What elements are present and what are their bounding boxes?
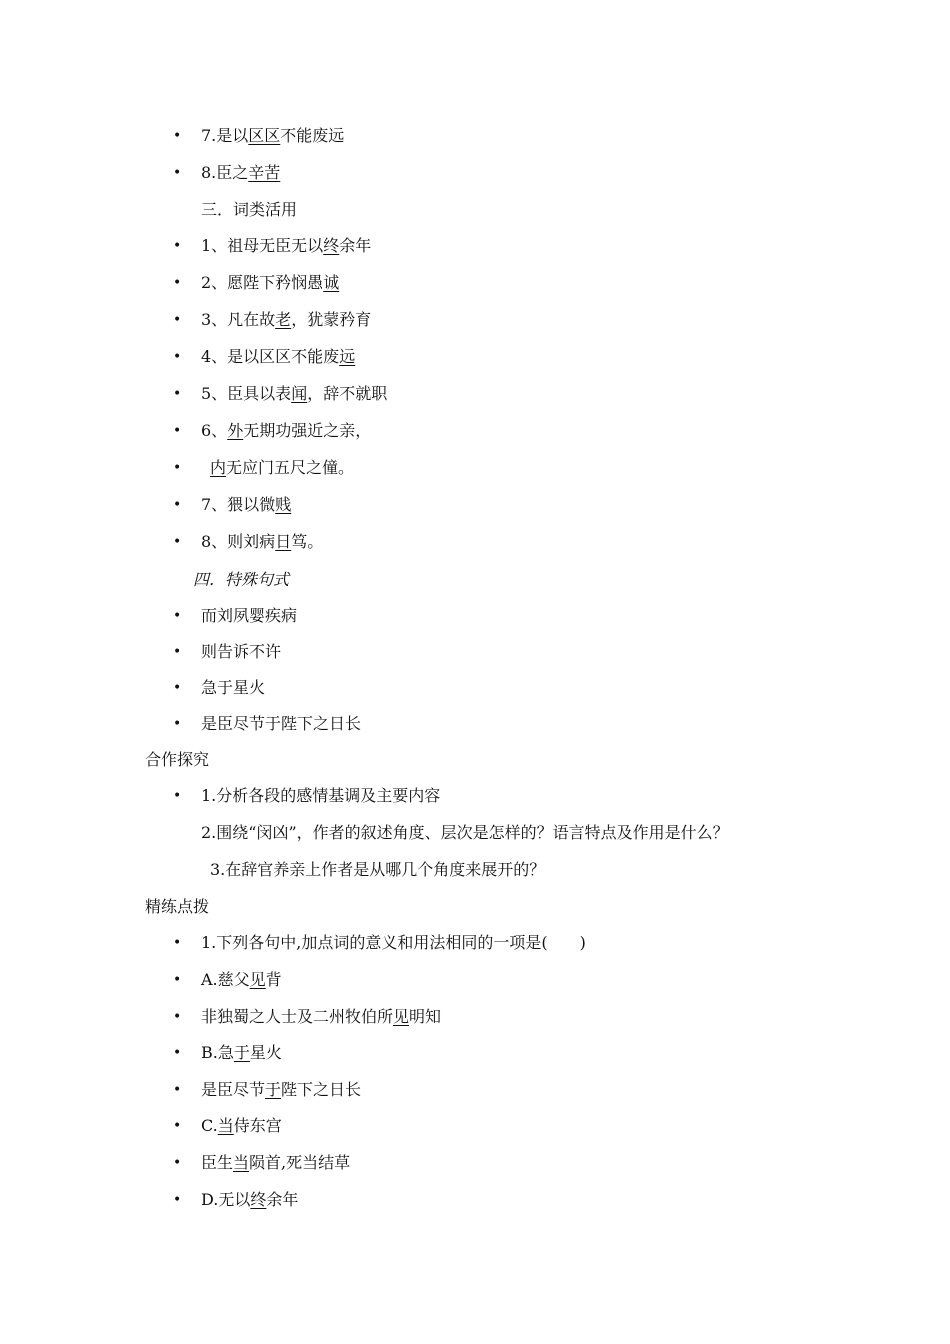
bullet: • — [173, 128, 182, 144]
bullet: • — [173, 716, 182, 732]
list-item: • 是臣尽节于陛下之日长 — [173, 1080, 362, 1099]
list-item: • 急于星火 — [173, 678, 266, 697]
bullet: • — [173, 497, 182, 513]
list-item: • 5、臣具以表闻，辞不就职 — [173, 384, 388, 403]
list-item: • 臣生当陨首,死当结草 — [173, 1153, 351, 1172]
bullet: • — [173, 1155, 182, 1171]
section-title: 四．特殊句式 — [193, 570, 290, 589]
bullet: • — [173, 1118, 182, 1134]
bullet: • — [173, 460, 182, 476]
list-item: • 4、是以区区不能废远 — [173, 347, 356, 366]
bullet: • — [173, 1045, 182, 1061]
list-item: • 则告诉不许 — [173, 642, 282, 661]
bullet: • — [173, 165, 182, 181]
list-item: • 而刘夙婴疾病 — [173, 606, 298, 625]
list-item: • D.无以终余年 — [173, 1190, 299, 1209]
list-item: • 3、凡在故老，犹蒙矜育 — [173, 310, 372, 329]
section-title: 三．词类活用 — [201, 200, 298, 219]
bullet: • — [173, 312, 182, 328]
bullet: • — [173, 349, 182, 365]
item-text: 7.是以区区不能废远 — [201, 126, 345, 145]
section-heading: 精练点拨 — [145, 897, 210, 916]
list-item: • 非独蜀之人士及二州牧伯所见明知 — [173, 1007, 442, 1026]
list-item: • 8、则刘病日笃。 — [173, 532, 324, 551]
bullet: • — [173, 972, 182, 988]
bullet: • — [173, 238, 182, 254]
question: 2.围绕“闵凶”，作者的叙述角度、层次是怎样的？语言特点及作用是什么？ — [201, 823, 729, 842]
bullet: • — [173, 386, 182, 402]
list-item: • 7、猥以微贱 — [173, 495, 292, 514]
bullet: • — [173, 1192, 182, 1208]
list-item: • 内无应门五尺之僮。 — [173, 458, 355, 477]
bullet: • — [173, 935, 182, 951]
bullet: • — [173, 788, 182, 804]
list-item: • 6、外无期功强近之亲， — [173, 421, 372, 440]
list-item: • 1、祖母无臣无以终余年 — [173, 236, 372, 255]
list-item: • A.慈父见背 — [173, 970, 282, 989]
list-item — [0, 163, 950, 183]
bullet: • — [173, 534, 182, 550]
list-item: • 是臣尽节于陛下之日长 — [173, 714, 362, 733]
list-item: • B.急于星火 — [173, 1043, 282, 1062]
bullet: • — [173, 608, 182, 624]
item-text: 8.臣之辛苦 — [201, 163, 281, 182]
bullet: • — [173, 644, 182, 660]
list-item — [0, 126, 950, 146]
bullet: • — [173, 1082, 182, 1098]
list-item: • 1.下列各句中,加点词的意义和用法相同的一项是( ) — [173, 933, 586, 952]
section-heading: 合作探究 — [145, 750, 210, 769]
bullet: • — [173, 1009, 182, 1025]
list-item: • C.当侍东宫 — [173, 1116, 282, 1135]
list-item: • 1.分析各段的感情基调及主要内容 — [173, 786, 441, 805]
list-item: • 2、愿陛下矜悯愚诚 — [173, 273, 340, 292]
bullet: • — [173, 680, 182, 696]
question: 3.在辞官养亲上作者是从哪几个角度来展开的？ — [210, 860, 546, 879]
bullet: • — [173, 423, 182, 439]
bullet: • — [173, 275, 182, 291]
